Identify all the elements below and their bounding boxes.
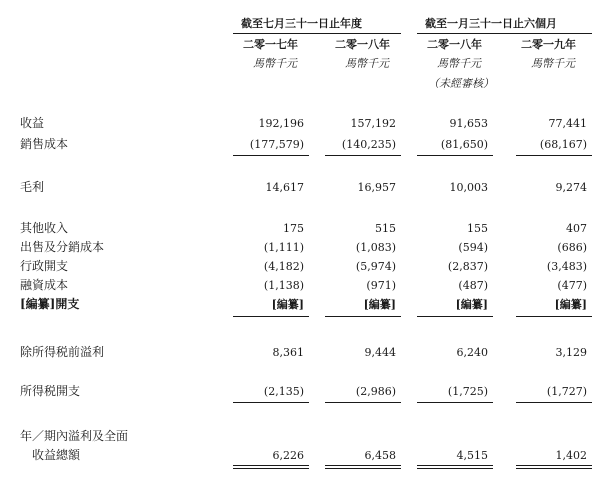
cell: (2,135) (263, 385, 304, 398)
row-label-income-tax: 所得税開支 (20, 384, 81, 398)
row-label-revenue: 收益 (20, 116, 45, 130)
header-period-group-rule (417, 33, 592, 34)
cell: 4,515 (456, 449, 488, 462)
cell: (2,837) (447, 260, 488, 273)
row-label-gross-profit: 毛利 (20, 180, 45, 194)
cell: 6,240 (456, 346, 488, 359)
subtotal-rule (233, 316, 309, 317)
cell: [編纂] (554, 298, 587, 311)
cell: (594) (458, 241, 488, 254)
unaudited-note: （未經審核） (428, 77, 494, 90)
header-year-group-rule (233, 33, 401, 34)
cell: 91,653 (449, 117, 488, 130)
cell: (177,579) (249, 138, 304, 151)
cell: (971) (366, 279, 396, 292)
cell: 407 (566, 222, 587, 235)
cell: (68,167) (539, 138, 587, 151)
cell: (3,483) (546, 260, 587, 273)
total-double-rule (325, 468, 401, 469)
total-double-rule (325, 465, 401, 466)
cell: (686) (557, 241, 587, 254)
cell: (1,111) (263, 241, 304, 254)
cell: (477) (557, 279, 587, 292)
subtotal-rule (516, 402, 592, 403)
cell: 8,361 (272, 346, 304, 359)
cell: (5,974) (355, 260, 396, 273)
unit-label: 馬幣千元 (531, 57, 575, 70)
row-label-redacted-expense: [編纂]開支 (20, 297, 80, 311)
subtotal-rule (417, 316, 493, 317)
cell: 155 (467, 222, 488, 235)
cell: 9,444 (364, 346, 396, 359)
cell: (487) (458, 279, 488, 292)
cell: (1,083) (355, 241, 396, 254)
cell: (2,986) (355, 385, 396, 398)
subtotal-rule (516, 155, 592, 156)
row-label-finance-costs: 融資成本 (20, 278, 69, 292)
cell: 3,129 (555, 346, 587, 359)
cell: 515 (375, 222, 396, 235)
cell: (140,235) (341, 138, 396, 151)
row-label-profit-before-tax: 除所得税前溢利 (20, 345, 105, 359)
col-header-2019-h1: 二零一九年 (521, 38, 576, 51)
cell: 157,192 (350, 117, 396, 130)
subtotal-rule (417, 155, 493, 156)
subtotal-rule (233, 402, 309, 403)
header-period-group: 截至一月三十一日止六個月 (425, 17, 557, 30)
subtotal-rule (325, 155, 401, 156)
total-double-rule (233, 468, 309, 469)
row-label-other-income: 其他收入 (20, 221, 69, 235)
cell: (1,727) (546, 385, 587, 398)
cell: [編纂] (271, 298, 304, 311)
total-double-rule (516, 468, 592, 469)
cell: [編纂] (363, 298, 396, 311)
subtotal-rule (325, 316, 401, 317)
cell: (4,182) (263, 260, 304, 273)
cell: 6,226 (272, 449, 304, 462)
unit-label: 馬幣千元 (437, 57, 481, 70)
subtotal-rule (233, 155, 309, 156)
cell: (1,725) (447, 385, 488, 398)
row-label-total-comprehensive-line2: 收益總額 (32, 448, 81, 462)
col-header-2018: 二零一八年 (335, 38, 390, 51)
cell: (1,138) (263, 279, 304, 292)
unit-label: 馬幣千元 (253, 57, 297, 70)
cell: [編纂] (455, 298, 488, 311)
cell: (81,650) (440, 138, 488, 151)
cell: 9,274 (555, 181, 587, 194)
total-double-rule (516, 465, 592, 466)
cell: 16,957 (357, 181, 396, 194)
cell: 175 (283, 222, 304, 235)
total-double-rule (417, 465, 493, 466)
total-double-rule (233, 465, 309, 466)
col-header-2018-h1: 二零一八年 (427, 38, 482, 51)
row-label-admin-expenses: 行政開支 (20, 259, 69, 273)
row-label-selling-expenses: 出售及分銷成本 (20, 240, 105, 254)
total-double-rule (417, 468, 493, 469)
cell: 192,196 (258, 117, 304, 130)
header-year-group: 截至七月三十一日止年度 (241, 17, 362, 30)
unit-label: 馬幣千元 (345, 57, 389, 70)
row-label-cost-of-sales: 銷售成本 (20, 137, 69, 151)
subtotal-rule (417, 402, 493, 403)
cell: 1,402 (555, 449, 587, 462)
cell: 6,458 (364, 449, 396, 462)
cell: 10,003 (449, 181, 488, 194)
col-header-2017: 二零一七年 (243, 38, 298, 51)
subtotal-rule (516, 316, 592, 317)
row-label-total-comprehensive-line1: 年／期內溢利及全面 (20, 429, 129, 443)
cell: 14,617 (265, 181, 304, 194)
subtotal-rule (325, 402, 401, 403)
cell: 77,441 (548, 117, 587, 130)
